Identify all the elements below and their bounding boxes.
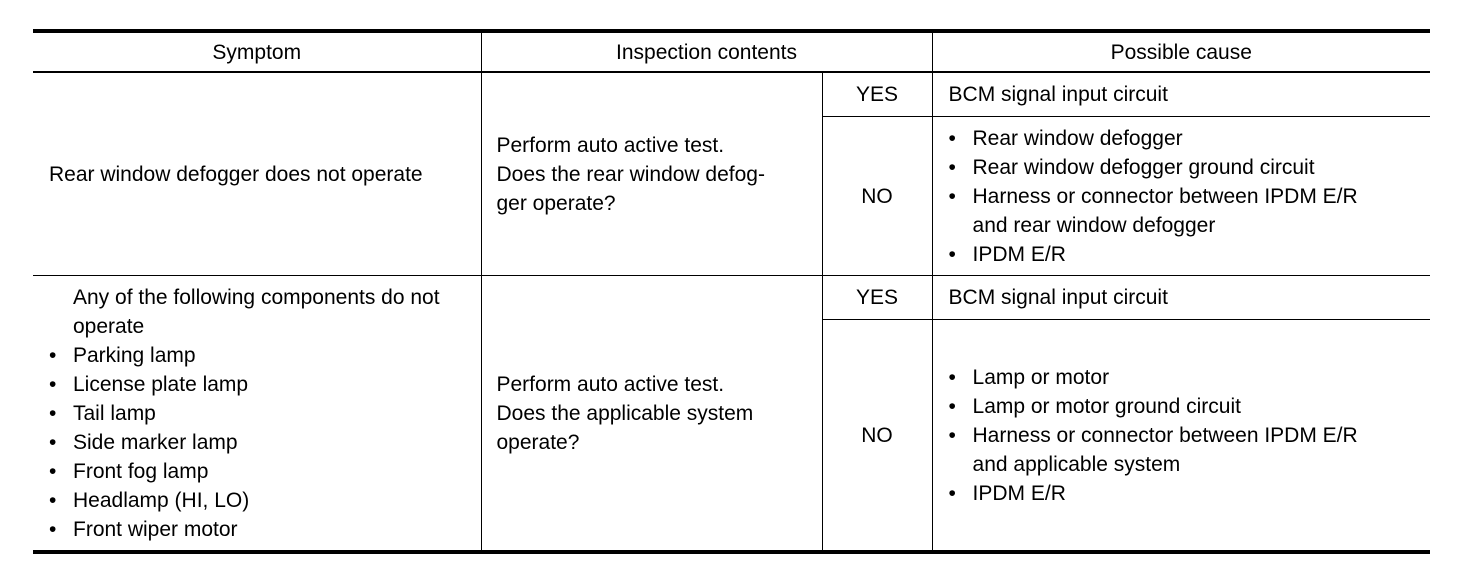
bullet-icon: • [49,517,57,541]
diagnosis-table [33,29,1430,554]
component-label: Tail lamp [73,401,156,425]
inspection-cell [481,276,822,553]
result-no: NO [822,320,932,553]
cause-line: Rear window defogger [972,126,1183,150]
list-item [949,153,1420,182]
result-yes: YES [822,276,932,320]
bullet-icon: • [948,184,956,208]
list-item [949,182,1420,240]
cause-yes: BCM signal input circuit [932,276,1430,320]
cause-line: Harness or connector between IPDM E/R [972,423,1358,447]
inspection-cell [481,72,822,276]
cause-list [949,363,1420,508]
inspection-line: Perform auto active test. [496,133,725,157]
cause-line: IPDM E/R [972,481,1066,505]
cause-line: Rear window defogger ground circuit [972,155,1315,179]
list-item [49,370,475,399]
cause-line: IPDM E/R [972,242,1066,266]
inspection-line: Perform auto active test. [496,372,725,396]
component-label: Front wiper motor [73,517,238,541]
list-item [949,124,1420,153]
symptom-cell [33,276,481,553]
header-symptom: Symptom [33,31,481,72]
list-item [49,515,475,544]
cause-line: Harness or connector between IPDM E/R [972,184,1358,208]
bullet-icon: • [948,126,956,150]
list-item [949,421,1420,479]
list-item [49,428,475,457]
list-item [49,399,475,428]
symptom-intro [49,283,475,341]
list-item [49,457,475,486]
inspection-line: Does the rear window defog- [496,162,765,186]
bullet-icon: • [49,488,57,512]
symptom-intro-line: operate [73,314,145,338]
inspection-line: ger operate? [496,191,616,215]
bullet-icon: • [948,155,956,179]
list-item [949,240,1420,269]
list-item [949,392,1420,421]
inspection-line: operate? [496,430,580,454]
bullet-icon: • [49,459,57,483]
bullet-icon: • [948,365,956,389]
component-label: License plate lamp [73,372,249,396]
bullet-icon: • [948,423,956,447]
bullet-icon: • [49,401,57,425]
component-label: Side marker lamp [73,430,238,454]
cause-line: and applicable system [972,452,1181,476]
cause-yes: BCM signal input circuit [932,72,1430,117]
result-yes: YES [822,72,932,117]
component-label: Parking lamp [73,343,196,367]
list-item [49,341,475,370]
list-item [949,363,1420,392]
component-label: Front fog lamp [73,459,209,483]
header-row [33,31,1430,72]
symptom-cell [33,72,481,276]
cause-line: Lamp or motor ground circuit [972,394,1241,418]
result-no: NO [822,117,932,276]
cause-no [932,320,1430,553]
list-item [49,486,475,515]
table-row [33,276,1430,320]
inspection-line: Does the applicable system [496,401,754,425]
symptom-text: Rear window defogger does not operate [49,162,423,186]
cause-list [949,124,1420,269]
cause-no [932,117,1430,276]
header-inspection-contents: Inspection contents [481,31,932,72]
bullet-icon: • [948,481,956,505]
bullet-icon: • [49,372,57,396]
bullet-icon: • [948,394,956,418]
symptom-component-list [49,341,475,544]
symptom-intro-line: Any of the following components do not [73,285,440,309]
bullet-icon: • [49,343,57,367]
list-item [949,479,1420,508]
component-label: Headlamp (HI, LO) [73,488,250,512]
bullet-icon: • [948,242,956,266]
header-possible-cause: Possible cause [932,31,1430,72]
cause-line: Lamp or motor [972,365,1110,389]
bullet-icon: • [49,430,57,454]
table-row [33,72,1430,117]
cause-line: and rear window defogger [972,213,1216,237]
